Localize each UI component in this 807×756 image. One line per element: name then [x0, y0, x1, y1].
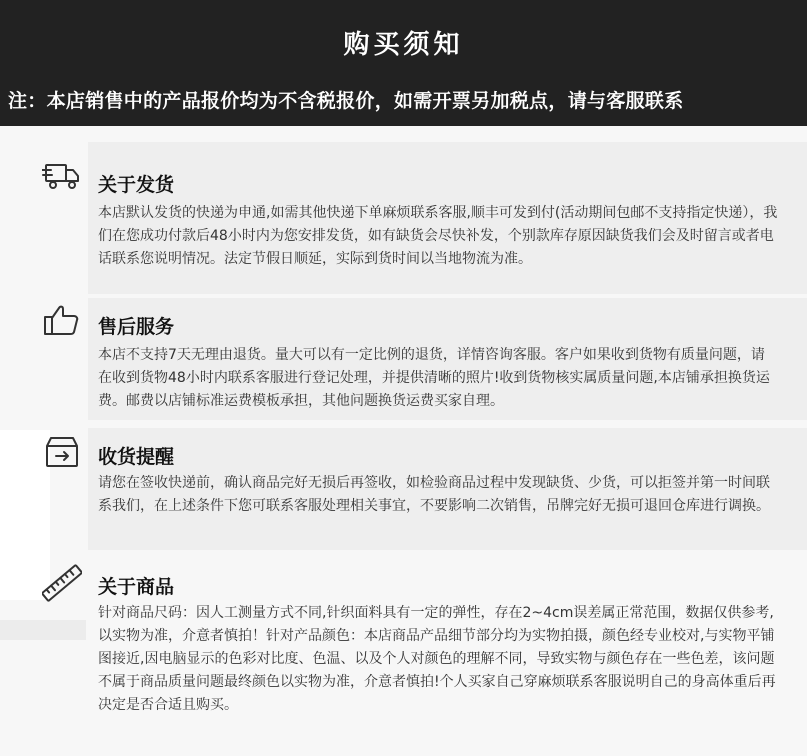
- header-banner: [0, 0, 807, 126]
- section-title: 售后服务: [98, 316, 175, 338]
- section-after-sales: [0, 296, 807, 426]
- section-title: 关于发货: [98, 174, 175, 196]
- section-receipt-reminder: [0, 426, 807, 556]
- section-title: 收货提醒: [98, 446, 175, 468]
- section-body: 本店默认发货的快递为申通,如需其他快递下单麻烦联系客服,顺丰可发到付(活动期间包邮不支持指定快递），我们在您成功付款后48小时内为您安排发货，如有缺货会尽快补发，个别款库存原因缺货我们会及时留言或者电话联系您说明情况。法定节假日顺延，实际到货时间以当地物流为准。: [98, 205, 778, 267]
- tax-notice: 注：本店销售中的产品报价均为不含税报价，如需开票另加税点，请与客服联系: [8, 90, 684, 112]
- section-title: 关于商品: [98, 576, 175, 598]
- inbox-receive-icon: [42, 432, 82, 472]
- ruler-icon: [42, 564, 82, 604]
- section-body: 请您在签收快递前，确认商品完好无损后再签收，如检验商品过程中发现缺货、少货，可以拒签并第一时间联系我们，在上述条件下您可联系客服处理相关事宜，不要影响二次销售，吊牌完好无损可退回仓库进行调换。: [98, 475, 770, 514]
- delivery-truck-icon: [42, 156, 82, 196]
- section-product-info: [0, 556, 807, 756]
- section-shipping: [0, 140, 807, 300]
- page-title: 购买须知: [343, 30, 464, 60]
- thumbs-up-icon: [42, 300, 82, 340]
- section-body: 针对商品尺码：因人工测量方式不同,针织面料具有一定的弹性，存在2~4cm误差属正常范围，数据仅供参考,以实物为准，介意者慎拍！针对产品颜色：本店商品产品细节部分均为实物拍摄，颜色经专业校对,与实物平铺图接近,因电脑显示的色彩对比度、色温、以及个人对颜色的理解不同，导致实物与颜色存在一些色差，该问题不属于商品质量问题最终颜色以实物为准，介意者慎拍!个人买家自己穿麻烦联系客服说明自己的身高体重后再决定是否合适且购买。: [98, 605, 776, 713]
- section-body: 本店不支持7天无理由退货。量大可以有一定比例的退货，详情咨询客服。客户如果收到货物有质量问题，请在收到货物48小时内联系客服进行登记处理，并提供清晰的照片!收到货物核实属质量问题,本店铺承担换货运费。邮费以店铺标准运费模板承担，其他问题换货运费买家自理。: [98, 347, 770, 409]
